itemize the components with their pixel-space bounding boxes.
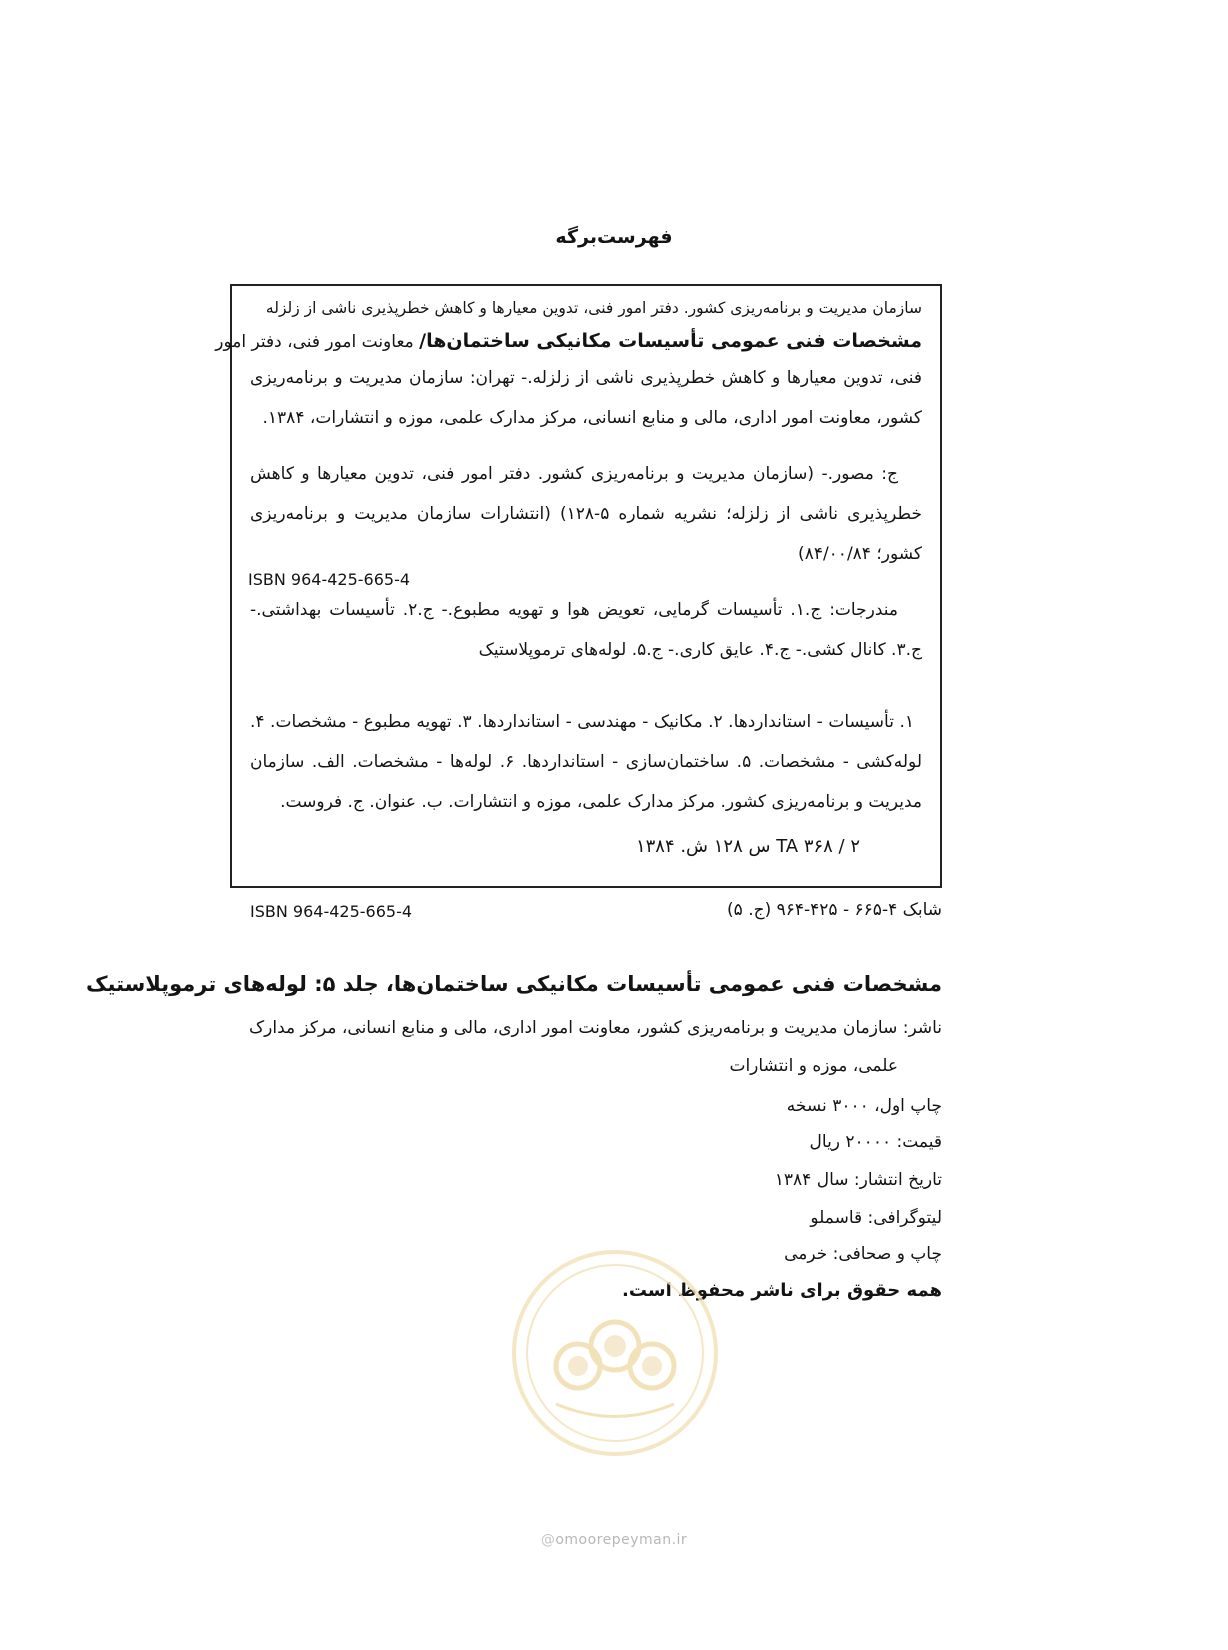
catalog-series: ج: مصور.- (سازمان مدیریت و برنامه‌ریزی کشور. دفتر امور فنی، تدوین معیارها و کاهش خطرپذیری ناشی از زلزله؛ نشریه شماره ۵-۱۲۸) (انتشارات سازمان مدیریت و برنامه‌ریزی کشور؛ ۸۴/۰۰/۸۴): [250, 464, 922, 564]
shabak: شابک ۴-۶۶۵ - ۴۲۵-۹۶۴ (ج. ۵): [727, 900, 942, 920]
catalog-isbn: ISBN 964-425-665-4: [248, 570, 411, 589]
publisher-line-1: ناشر: سازمان مدیریت و برنامه‌ریزی کشور، معاونت امور اداری، مالی و منابع انسانی، مرکز مدارک: [248, 1018, 942, 1038]
watermark-website: @omoorepeyman.ir: [540, 1532, 688, 1548]
isbn-bottom: ISBN 964-425-665-4: [250, 902, 413, 921]
catalog-title-line: [215, 326, 922, 357]
catalog-title-rest: معاونت امور فنی، دفتر امور: [215, 332, 420, 352]
catalog-card: [215, 284, 942, 888]
price: قیمت: ۲۰۰۰۰ ریال: [809, 1132, 942, 1152]
book-title: مشخصات فنی عمومی تأسیسات مکانیکی ساختمان‌ها، جلد ۵: لوله‌های ترموپلاستیک: [86, 972, 942, 996]
publish-date: تاریخ انتشار: سال ۱۳۸۴: [774, 1170, 942, 1190]
watermark-stamp: [512, 1250, 718, 1456]
stamp-graphic-icon: [516, 1254, 714, 1452]
catalog-title-bold: مشخصات فنی عمومی تأسیسات مکانیکی ساختمان‌ها/: [419, 330, 922, 352]
lithography: لیتوگرافی: قاسملو: [810, 1208, 942, 1228]
page-title: فهرست‌برگه: [555, 226, 673, 248]
edition: چاپ اول، ۳۰۰۰ نسخه: [786, 1096, 942, 1116]
rights: همه حقوق برای ناشر محفوظ است.: [622, 1280, 942, 1301]
publisher-line-2: علمی، موزه و انتشارات: [729, 1056, 898, 1076]
catalog-subjects: ۱. تأسیسات - استانداردها. ۲. مکانیک - مهندسی - استانداردها. ۳. تهویه مطبوع - مشخصات. ۴. لوله‌کشی - مشخصات. ۵. ساختمان‌سازی - استانداردها. ۶. لوله‌ها - مشخصات. الف. سازمان مدیریت و برنامه‌ریزی کشور. مرکز مدارک علمی، موزه و انتشارات. ب. عنوان. ج. فروست.: [250, 712, 922, 812]
at-icon: @: [540, 1532, 556, 1548]
catalog-author-line: سازمان مدیریت و برنامه‌ریزی کشور. دفتر امور فنی، تدوین معیارها و کاهش خطرپذیری ناشی از زلزله: [265, 299, 922, 317]
printing: چاپ و صحافی: خرمی: [784, 1244, 942, 1264]
catalog-imprint: فنی، تدوین معیارها و کاهش خطرپذیری ناشی از زلزله.- تهران: سازمان مدیریت و برنامه‌ریزی کشور، معاونت امور اداری، مالی و منابع انسانی، مرکز مدارک علمی، موزه و انتشارات، ۱۳۸۴.: [250, 368, 922, 428]
catalog-contents: مندرجات: ج.۱. تأسیسات گرمایی، تعویض هوا و تهویه مطبوع.- ج.۲. تأسیسات بهداشتی.- ج.۳. کانال کشی.- ج.۴. عایق کاری.- ج.۵. لوله‌های ترموپلاستیک: [250, 600, 922, 660]
catalog-call-number: TA ۳۶۸ / ۲ س ۱۲۸ ش. ۱۳۸۴: [635, 836, 860, 857]
